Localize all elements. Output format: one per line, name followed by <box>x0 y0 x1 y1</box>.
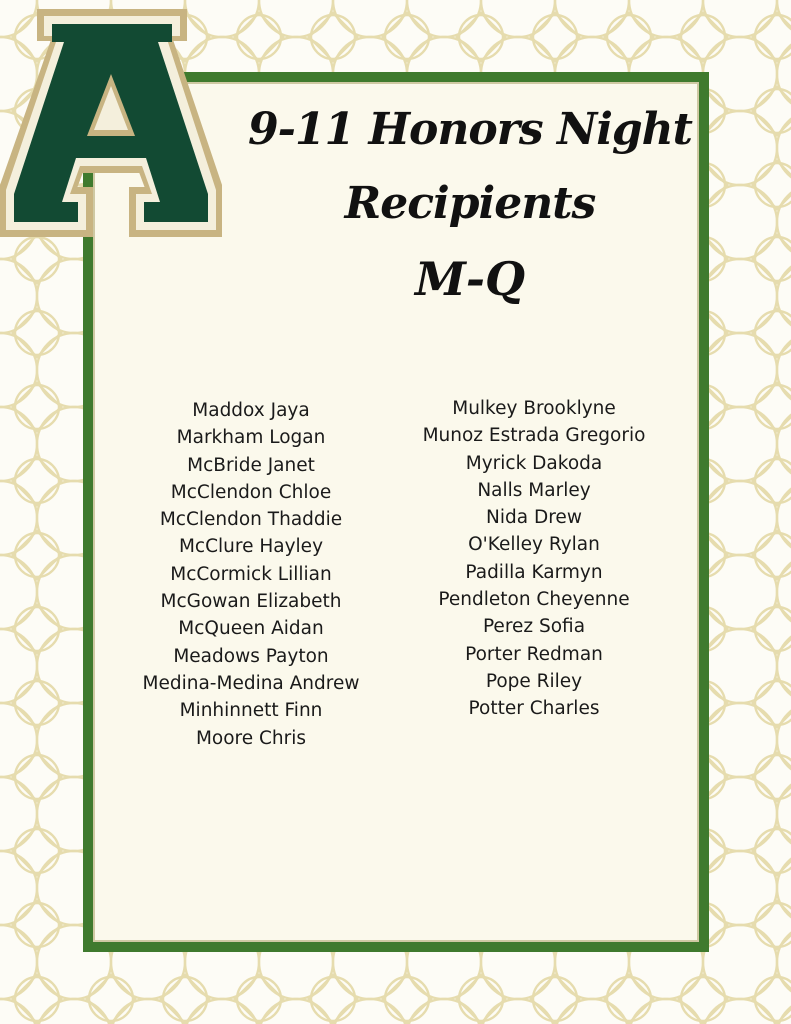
recipients-left-column <box>120 397 382 752</box>
title-line-3: M-Q <box>414 252 526 306</box>
recipient-name: Maddox Jaya <box>192 400 310 421</box>
recipient-name: Pope Riley <box>485 670 583 692</box>
recipient-name: Potter Charles <box>468 698 600 720</box>
recipient-name: Porter Redman <box>465 643 603 665</box>
recipient-name: Minhinnett Finn <box>179 700 323 722</box>
recipient-name: McClendon Chloe <box>170 481 332 503</box>
recipient-name: McGowan Elizabeth <box>160 591 342 613</box>
recipient-name: Nida Drew <box>486 507 582 529</box>
recipients-right-column <box>400 395 668 723</box>
recipient-name: Myrick Dakoda <box>465 452 603 474</box>
recipient-name: McClendon Thaddie <box>159 509 343 531</box>
recipient-name: Mulkey Brooklyne <box>452 398 616 419</box>
recipient-name: O'Kelley Rylan <box>468 534 600 556</box>
recipient-name: Padilla Karmyn <box>465 561 603 583</box>
recipient-name: McBride Janet <box>187 454 315 476</box>
recipient-name: Perez Sofia <box>482 616 586 638</box>
recipient-name: Medina-Medina Andrew <box>142 672 360 694</box>
recipient-name: Meadows Payton <box>173 645 329 667</box>
recipient-name: McClure Hayley <box>178 536 324 558</box>
recipient-name: Markham Logan <box>176 427 326 449</box>
school-letter-a-logo <box>0 6 222 240</box>
recipient-name: McCormick Lillian <box>170 563 332 585</box>
title-line-2: Recipients <box>344 178 596 229</box>
recipient-name: Moore Chris <box>195 727 307 749</box>
recipient-name: McQueen Aidan <box>178 618 324 640</box>
title-line-1: 9-11 Honors Night <box>248 104 692 155</box>
recipient-name: Munoz Estrada Gregorio <box>422 425 646 447</box>
recipient-name: Nalls Marley <box>477 479 591 501</box>
recipient-name: Pendleton Cheyenne <box>438 589 630 611</box>
